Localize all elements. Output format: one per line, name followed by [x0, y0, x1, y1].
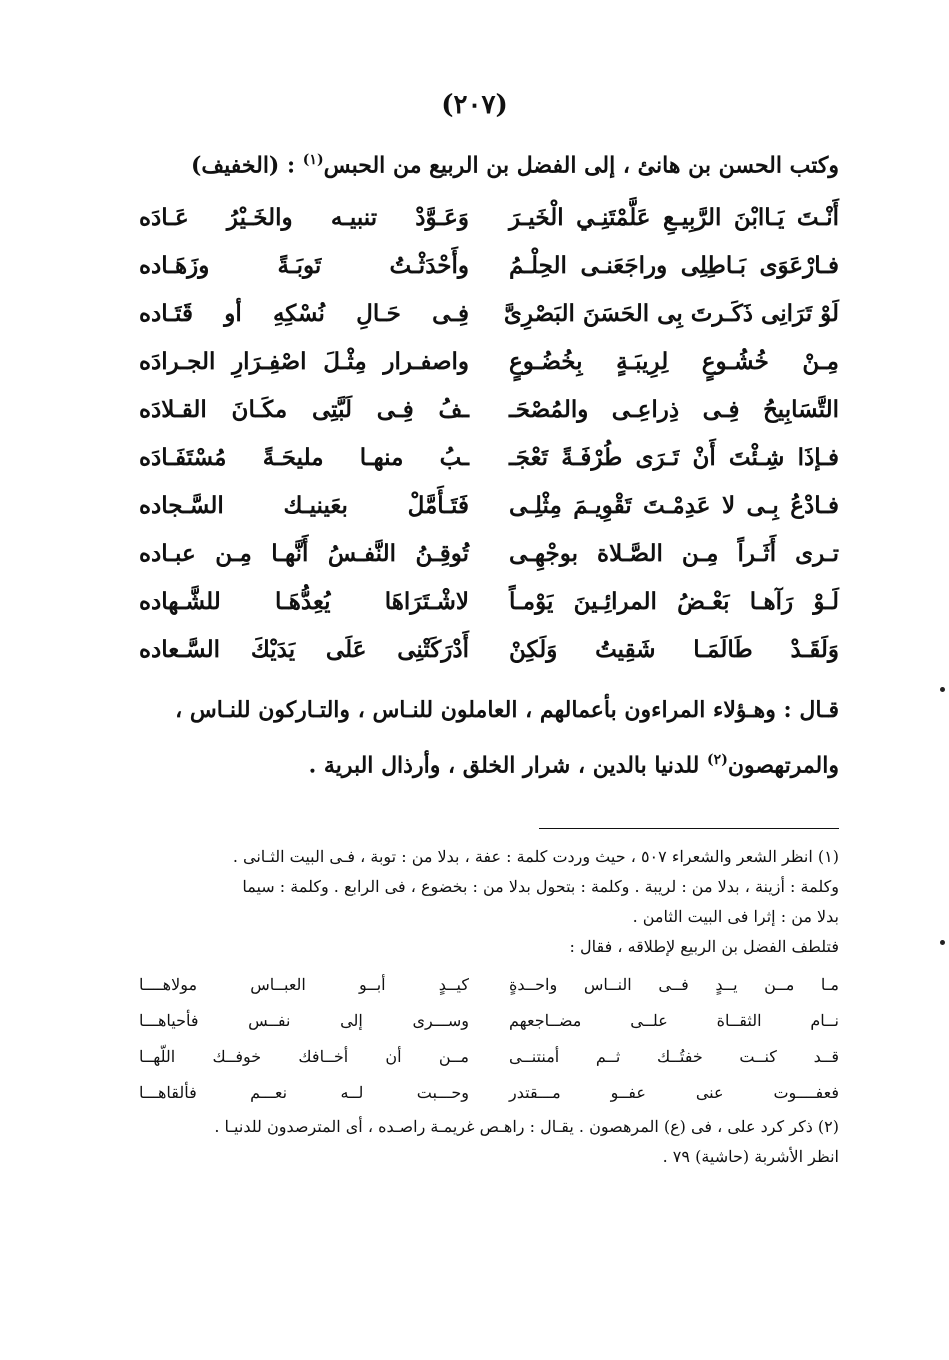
- footnote-verse: [139, 966, 839, 1002]
- verse-second-hemistich: فِـى حَـالِ نُسْكِهِ أو قَتَـاده: [139, 300, 469, 327]
- verse-first-hemistich: لَوْ تَرَانِى ذَكَـرتَ بِى الحَسَنَ البَصْرِىَّ: [503, 300, 839, 327]
- footnote-line: (٢) ذكر كرد على ، فى (ع) المرهصون . يقـال : راهـص غريمـة راصـده ، أى المترصدون للدنيـا .: [214, 1117, 839, 1136]
- verse: [139, 580, 839, 628]
- verse-second-hemistich: فَتَـأَمَّلْ بعَينيـك السَّـجاده: [139, 492, 469, 519]
- footnote-poem: [139, 966, 839, 1110]
- verse-first-hemistich: تـرى أَثَـراً مِـن الصَّـلاة بوجْهِـى: [509, 540, 839, 567]
- verse: [139, 388, 839, 436]
- verse-second-hemistich: أَدْرَكَتْنِى عَلَى يَدَيْكَ السَّـعاده: [139, 636, 469, 663]
- footnote-verse: [139, 1038, 839, 1074]
- footnotes: [139, 842, 839, 1172]
- verse-second-hemistich: لاشْـتَرَاهَا يُعِدُّهَـا للشَّـهاده: [139, 588, 469, 615]
- intro-text: وكتب الحسن بن هانئ ، إلى الفضل بن الربيع من الحبس: [323, 152, 839, 179]
- verse-second-hemistich: ـفُ فِـى لَبَّتِى مكَـانَ القـلادَه: [139, 396, 469, 423]
- footnote-first-hemistich: مـا مــن يــدٍ فــى النــاس واحــدةٍ: [509, 975, 839, 994]
- verse-first-hemistich: فـارْعَوَى بَـاطِلِى وراجَعَنـى الحِلْـمُ: [509, 252, 839, 279]
- footnote-line: فتلطف الفضل بن الربيع لإطلاقه ، فقال :: [569, 937, 839, 956]
- verse-first-hemistich: التَّسَابِيحُ فِـى ذِراعِـى والمُصْحَـ: [509, 396, 839, 423]
- verse: [139, 484, 839, 532]
- footnote-second-hemistich: كيــدٍ أبــو العبــاس مولاهــــا: [139, 975, 469, 994]
- footnote-ref-1: (١): [302, 152, 324, 168]
- footnote-line: انظر الأشربة (حاشية) ٧٩ .: [662, 1147, 839, 1166]
- verse-second-hemistich: وَعَـوَّدْ تنبيـه والخَـيْرُ عَـادَه: [139, 204, 469, 231]
- verse: [139, 340, 839, 388]
- prose-text: والمرتهصون: [727, 752, 839, 779]
- verse: [139, 244, 839, 292]
- verse-first-hemistich: لَـوْ رَآهـا بَعْـضُ المرائِـينَ يَوْمـاً: [509, 588, 839, 615]
- footnote-line: بدلا من : إثرا فى البيت الثامن .: [632, 907, 839, 926]
- footnote-second-hemistich: وســـرى إلى نفــس فأحياهـــا: [139, 1011, 469, 1030]
- verse: [139, 532, 839, 580]
- verse-second-hemistich: ـبُ منهـا مليحَـةً مُسْتَفَـادَه: [139, 444, 469, 471]
- footnote-first-hemistich: قــد كنــت خفتُــك ثــم أمنتنــى: [509, 1047, 839, 1066]
- verse: [139, 196, 839, 244]
- footnote-divider: [539, 828, 839, 829]
- prose-text: للدنيا بالدين ، شرار الخلق ، وأرذال البرية .: [308, 752, 708, 779]
- poem: [139, 196, 839, 676]
- footnote-second-hemistich: مــن أن أخــافك خوفــك اللّهــا: [139, 1047, 469, 1066]
- footnote-verse: [139, 1074, 839, 1110]
- footnote-line: (١) انظر الشعر والشعراء ٥٠٧ ، حيث وردت كلمة : عفة ، بدلا من : توبة ، فـى البيت الثـانى .: [232, 847, 839, 866]
- footnote-first-hemistich: فعفــــوت عنى عفــو مـــقتدر: [509, 1083, 839, 1102]
- scan-speck: [940, 687, 945, 692]
- footnote-second-hemistich: وحـــبت لــه نعـــم فألقاهـــا: [139, 1083, 469, 1102]
- verse-first-hemistich: فـإذَا شِـئْتَ أَنْ تَـرَى طُرْفَـةً تَعْجَـ: [509, 444, 839, 471]
- verse: [139, 628, 839, 676]
- prose-paragraph: [139, 685, 839, 790]
- prose-line: [139, 735, 839, 790]
- verse-first-hemistich: مِـنْ خُشُـوعٍ لِرِيبَـةٍ بِخُضُـوعٍ: [509, 348, 839, 375]
- verse-second-hemistich: تُوقِـنُ النَّفـسُ أَنَّهـا مِـن عبـاده: [139, 540, 469, 567]
- verse-first-hemistich: فـادْعُ بِـى لا عَدِمْـتَ تَقْوِيـمَ مِثْلِـى: [509, 492, 839, 519]
- footnote-ref-2: (٢): [707, 752, 728, 768]
- page-number: (٢٠٧): [441, 90, 508, 120]
- prose-line: قـال : وهـؤلاء المراءون بأعمالهم ، العاملون للنـاس ، والتـاركون للنـاس ،: [175, 697, 839, 723]
- verse-second-hemistich: واصفـرار مِثْـلَ اصْفِـرَارِ الجـرادَه: [139, 348, 469, 375]
- verse-first-hemistich: وَلَقَـدْ طَالَمَـا شَقِيتُ وَلَكِنْ: [509, 636, 839, 663]
- poem-meter: : (الخفيف): [190, 152, 303, 179]
- intro-line: [139, 152, 839, 178]
- verse-second-hemistich: وأَحْدَثْـتُ تَوبَـةً وزَهَـاده: [139, 252, 469, 279]
- verse: [139, 436, 839, 484]
- verse: [139, 292, 839, 340]
- scan-speck: [940, 940, 945, 945]
- footnote-line: وكلمة : أزينة ، بدلا من : لريبة . وكلمة : بتحول بدلا من : بخضوع ، فى الرابع . وكلمة : سيما: [242, 877, 839, 896]
- footnote-verse: [139, 1002, 839, 1038]
- footnote-first-hemistich: نــام الثقــاة علــى مضــاجعهم: [509, 1011, 839, 1030]
- verse-first-hemistich: أَنْـتَ يَـاابْنَ الرَّبِيـعِ عَلَّمْتَنِـي الْخَيـرَ: [509, 204, 839, 231]
